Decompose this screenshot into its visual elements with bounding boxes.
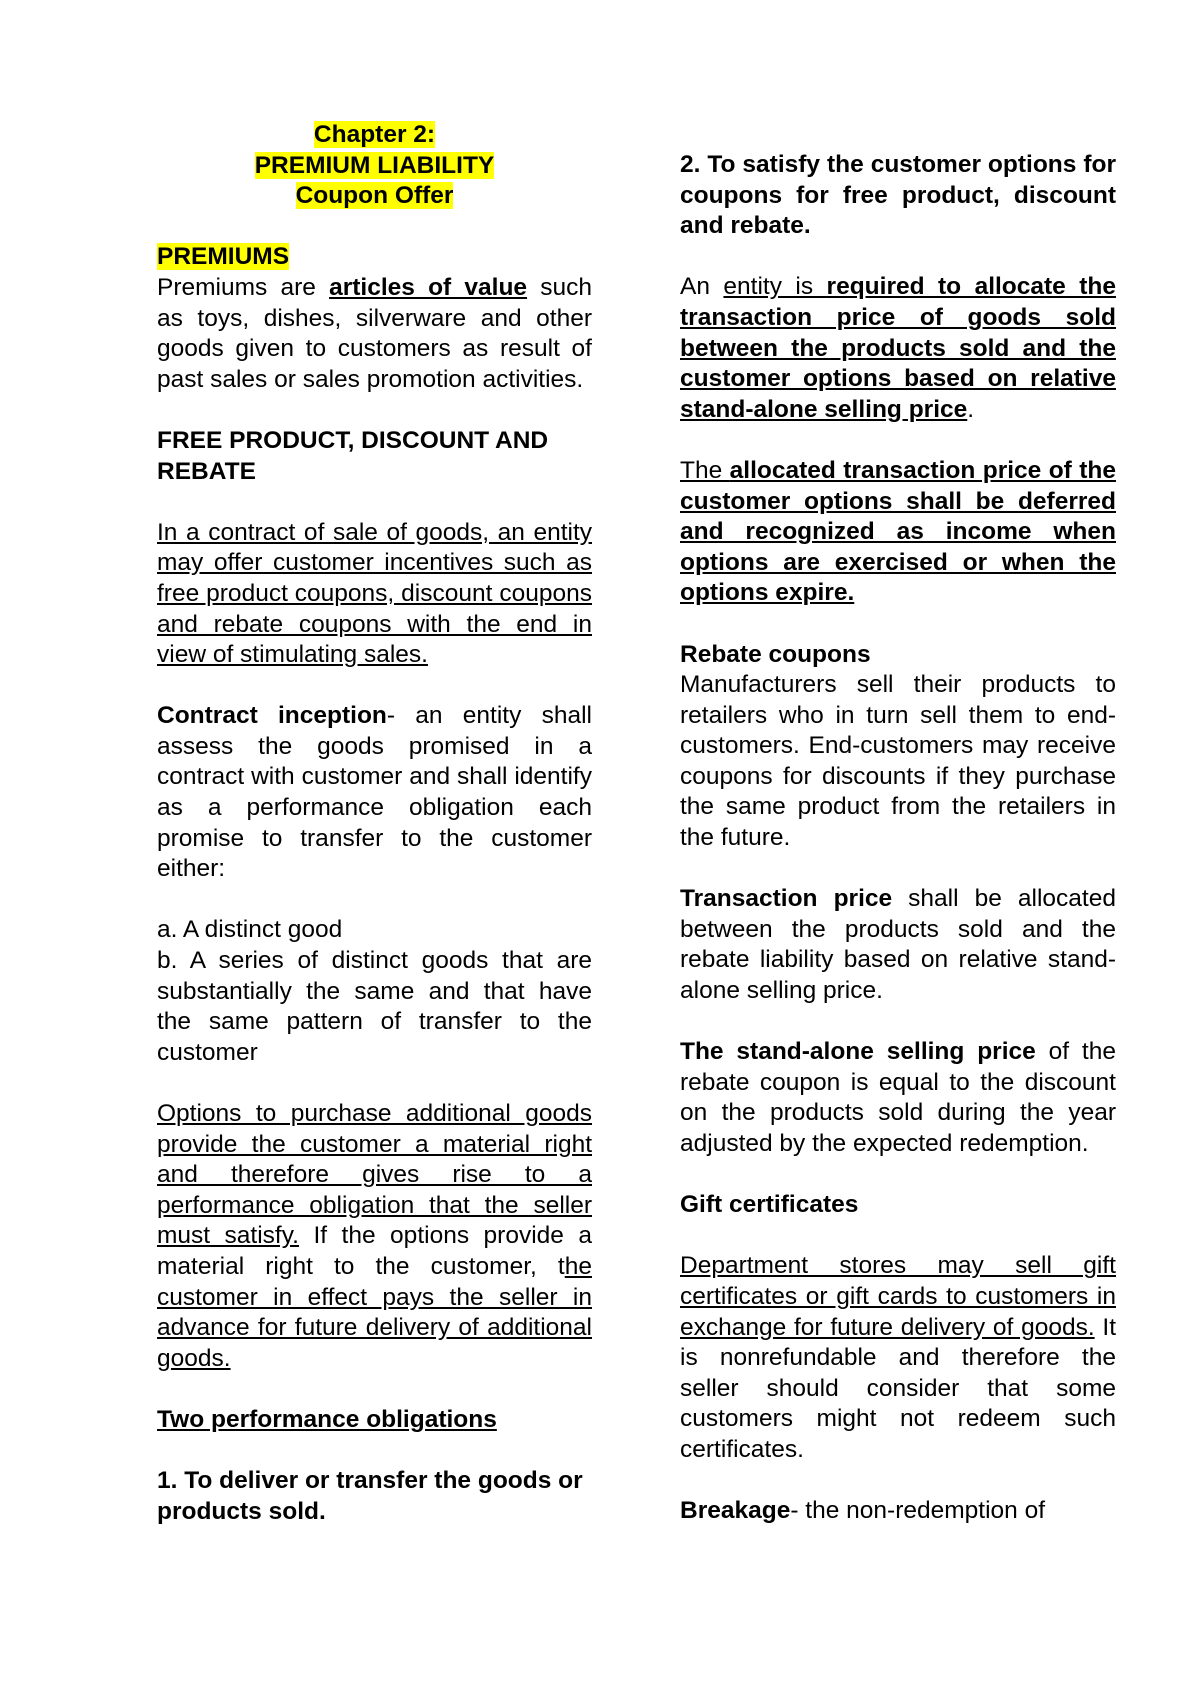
obligation-2: 2. To satisfy the customer options for coupons for free product, discount and rebate. (680, 151, 1116, 240)
deferred-paragraph: The allocated transaction price of the customer options shall be deferred and recognized as income when options are exercised or when the options expire. (680, 456, 1116, 607)
rebate-paragraph: Manufacturers sell their products to retailers who in turn sell them to end-customers. End-customers may receive coupons for discounts if they purchase the same product from the retailers in the future. (680, 671, 1116, 852)
contract-inception-paragraph: Contract inception- an entity shall assess the goods promised in a contract with customer and shall identify as a performance obligation each promise to transfer to the customer either: (157, 702, 592, 883)
chapter-title: PREMIUM LIABILITY (254, 151, 495, 179)
contract-sale-paragraph: In a contract of sale of goods, an entity may offer customer incentives such as free product coupons, discount coupons and rebate coupons with the end in view of stimulating sales. (157, 518, 592, 669)
premiums-heading: PREMIUMS (157, 243, 290, 271)
list-item-a: a. A distinct good (157, 916, 343, 944)
free-product-heading: FREE PRODUCT, DISCOUNT AND REBATE (157, 426, 549, 485)
left-column (157, 120, 592, 1527)
gift-paragraph: Department stores may sell gift certificates or gift cards to customers in exchange for future delivery of goods. It is nonrefundable and therefore the seller should consider that some customers might not redeem such certificates. (680, 1252, 1116, 1463)
stand-alone-price-paragraph: The stand-alone selling price of the rebate coupon is equal to the discount on the products sold during the year adjusted by the expected redemption. (680, 1038, 1116, 1157)
premiums-paragraph: Premiums are articles of value such as toys, dishes, silverware and other goods given to customers as result of past sales or sales promotion activities. (157, 273, 592, 393)
list-item-b: b. A series of distinct goods that are substantially the same and that have the same pattern of transfer to the customer (157, 947, 592, 1066)
transaction-price-paragraph: Transaction price shall be allocated between the products sold and the rebate liability based on relative stand-alone selling price. (680, 885, 1116, 1005)
allocation-paragraph: An entity is required to allocate the transaction price of goods sold between the products sold and the customer options based on relative stand-alone selling price. (680, 273, 1116, 423)
chapter-subtitle: Coupon Offer (295, 182, 454, 210)
breakage-paragraph: Breakage- the non-redemption of (680, 1497, 1046, 1525)
chapter-label: Chapter 2: (313, 121, 436, 148)
two-obligations-heading: Two performance obligations (157, 1405, 497, 1433)
options-paragraph: Options to purchase additional goods provide the customer a material right and therefore gives rise to a performance obligation that the seller must satisfy. If the options provide a material right to the customer, the customer in effect pays the seller in advance for future delivery of additional goods. (157, 1100, 592, 1372)
right-column (680, 150, 1116, 1527)
gift-heading: Gift certificates (680, 1191, 859, 1219)
obligation-1: 1. To deliver or transfer the goods or products sold. (157, 1467, 583, 1525)
rebate-heading: Rebate coupons (680, 640, 871, 668)
